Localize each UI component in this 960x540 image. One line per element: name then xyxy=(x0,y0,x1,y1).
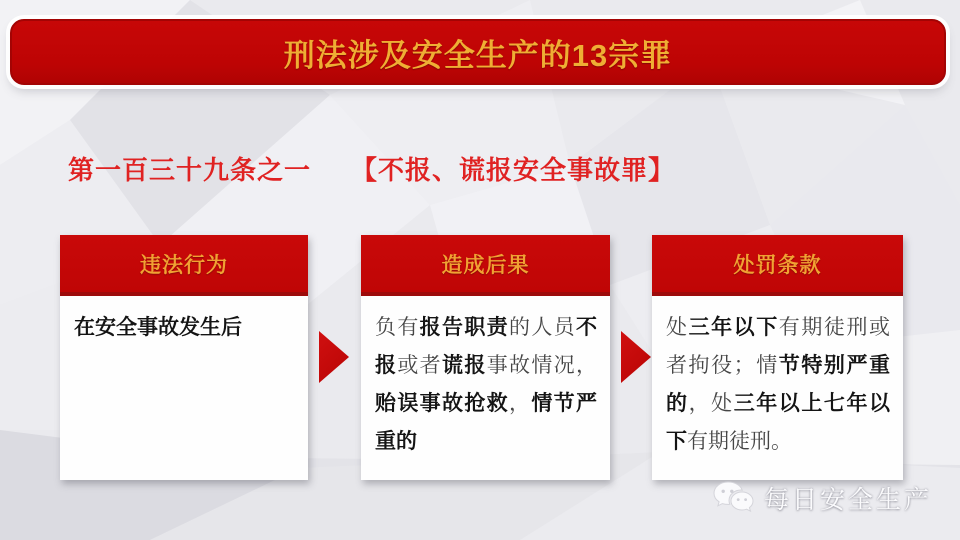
text-segment: 有期徒刑或者拘役；情 xyxy=(666,316,891,377)
text-segment: 三年以上七年以下 xyxy=(666,392,891,453)
card-header-label: 造成后果 xyxy=(441,253,530,277)
page-title: 刑法涉及安全生产的13宗罪 xyxy=(283,37,673,73)
card-illegal-behavior xyxy=(60,235,308,480)
text-segment: 谎报 xyxy=(442,354,487,377)
text-segment: 情节严重的 xyxy=(375,392,598,453)
subtitle-article-number: 第一百三十九条之一 xyxy=(68,154,312,185)
text-segment: 或者 xyxy=(397,354,443,377)
card-penalty xyxy=(652,235,903,480)
text-segment: ， xyxy=(509,392,532,415)
wechat-icon xyxy=(713,481,755,515)
card-penalty-header xyxy=(652,235,903,296)
text-segment: 节特别严重的 xyxy=(666,354,891,415)
title-banner xyxy=(10,19,946,85)
subtitle xyxy=(68,151,675,185)
text-segment: 处 xyxy=(666,316,689,339)
card-illegal-behavior-body xyxy=(60,296,308,347)
text-segment: 的人员 xyxy=(509,316,577,339)
card-penalty-body xyxy=(652,296,903,461)
card-consequence-body xyxy=(361,296,610,461)
card-consequence-header xyxy=(361,235,610,296)
text-segment: 不报 xyxy=(375,316,598,377)
watermark xyxy=(713,480,932,516)
text-segment: 有期徒刑。 xyxy=(687,430,792,453)
text-segment: 报告职责 xyxy=(419,316,510,339)
card-consequence xyxy=(361,235,610,480)
card-header-label: 违法行为 xyxy=(140,253,228,277)
watermark-label: 每日安全生产 xyxy=(763,486,932,514)
text-segment: 事故情况， xyxy=(486,354,598,377)
card-header-label: 处罚条款 xyxy=(733,253,822,277)
text-segment: 三年以下 xyxy=(688,316,779,339)
text-segment: 负有 xyxy=(375,316,420,339)
text-segment: 贻误事故抢救 xyxy=(375,392,509,415)
subtitle-crime-name: 【不报、谎报安全事故罪】 xyxy=(351,154,676,185)
text-segment: ，处 xyxy=(688,392,734,415)
card-illegal-behavior-header xyxy=(60,235,308,296)
text-segment: 在安全事故发生后 xyxy=(74,316,242,339)
